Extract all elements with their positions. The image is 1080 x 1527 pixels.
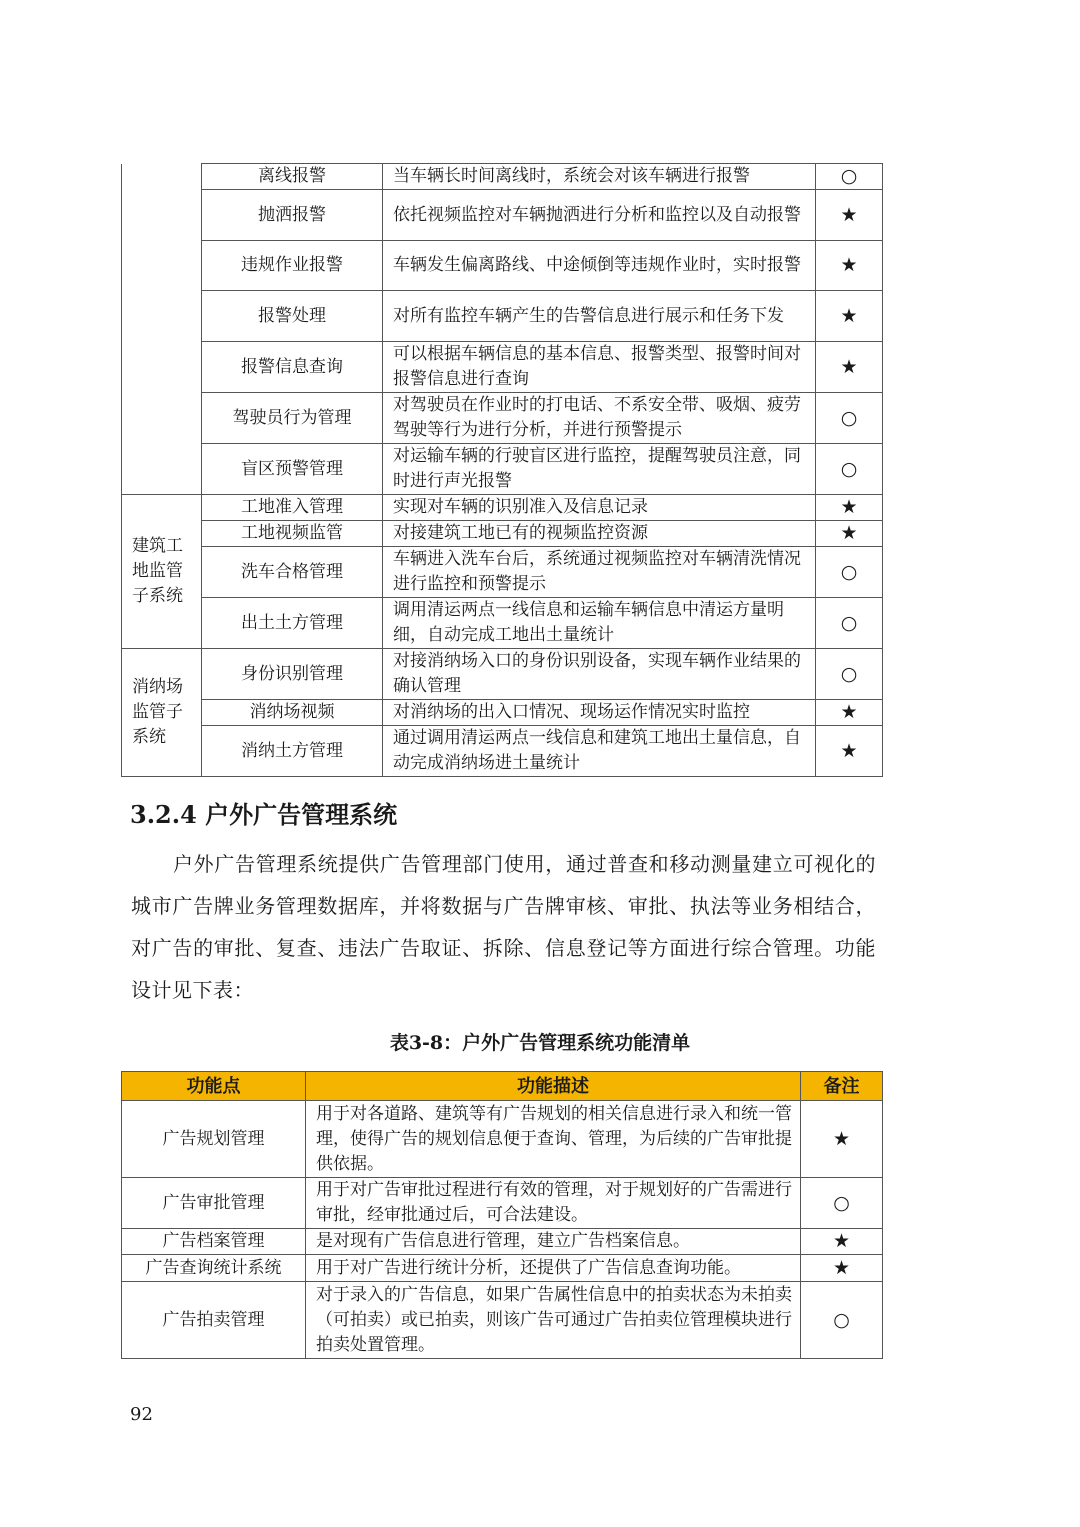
ad-function-table <box>121 1071 883 1359</box>
header-remark: 备注 <box>801 1072 883 1101</box>
table-row <box>122 1255 883 1282</box>
function-name: 身份识别管理 <box>202 649 383 700</box>
function-desc: 对于录入的广告信息，如果广告属性信息中的拍卖状态为未拍卖（可拍卖）或已拍卖，则该广告可通过广告拍卖位管理模块进行拍卖处置管理。 <box>306 1282 801 1359</box>
function-desc: 对消纳场的出入口情况、现场运作情况实时监控 <box>383 700 816 726</box>
function-desc: 对所有监控车辆产生的告警信息进行展示和任务下发 <box>383 291 816 342</box>
function-desc: 对接建筑工地已有的视频监控资源 <box>383 521 816 547</box>
remark-mark: ★ <box>816 726 883 777</box>
table-row <box>122 726 883 777</box>
table-caption: 表3-8：户外广告管理系统功能清单 <box>389 1032 691 1054</box>
function-name: 广告规划管理 <box>122 1101 306 1178</box>
remark-mark: ○ <box>816 649 883 700</box>
table-row <box>122 1282 883 1359</box>
table-row <box>122 700 883 726</box>
function-desc: 实现对车辆的识别准入及信息记录 <box>383 495 816 521</box>
function-name: 抛洒报警 <box>202 190 383 241</box>
function-desc: 依托视频监控对车辆抛洒进行分析和监控以及自动报警 <box>383 190 816 241</box>
remark-mark: ★ <box>801 1229 883 1255</box>
table-row <box>122 291 883 342</box>
function-name: 盲区预警管理 <box>202 444 383 495</box>
function-desc: 对接消纳场入口的身份识别设备，实现车辆作业结果的确认管理 <box>383 649 816 700</box>
function-name: 广告查询统计系统 <box>122 1255 306 1282</box>
group-label: 消纳场监管子系统 <box>122 649 202 777</box>
function-name: 消纳土方管理 <box>202 726 383 777</box>
subsystem-function-table <box>121 163 883 777</box>
remark-mark: ○ <box>816 547 883 598</box>
function-desc: 通过调用清运两点一线信息和建筑工地出土量信息，自动完成消纳场进土量统计 <box>383 726 816 777</box>
function-name: 报警处理 <box>202 291 383 342</box>
remark-mark: ★ <box>816 495 883 521</box>
function-name: 违规作业报警 <box>202 241 383 291</box>
header-function-point: 功能点 <box>122 1072 306 1101</box>
table-row <box>122 342 883 393</box>
remark-mark: ★ <box>816 700 883 726</box>
function-desc: 调用清运两点一线信息和运输车辆信息中清运方量明细，自动完成工地出土量统计 <box>383 598 816 649</box>
remark-mark: ○ <box>816 444 883 495</box>
table-row <box>122 241 883 291</box>
table-row <box>122 1101 883 1178</box>
function-name: 广告档案管理 <box>122 1229 306 1255</box>
remark-mark: ★ <box>816 342 883 393</box>
header-function-desc: 功能描述 <box>306 1072 801 1101</box>
function-name: 驾驶员行为管理 <box>202 393 383 444</box>
remark-mark: ★ <box>816 241 883 291</box>
function-desc: 对运输车辆的行驶盲区进行监控，提醒驾驶员注意，同时进行声光报警 <box>383 444 816 495</box>
function-desc: 对驾驶员在作业时的打电话、不系安全带、吸烟、疲劳驾驶等行为进行分析，并进行预警提示 <box>383 393 816 444</box>
function-name: 离线报警 <box>202 164 383 190</box>
function-name: 出土土方管理 <box>202 598 383 649</box>
remark-mark: ★ <box>801 1255 883 1282</box>
table-row <box>122 444 883 495</box>
table-row <box>122 649 883 700</box>
remark-mark: ★ <box>816 521 883 547</box>
section-heading: 3.2.4 户外广告管理系统 <box>130 800 398 829</box>
table-row <box>122 598 883 649</box>
table-row <box>122 1178 883 1229</box>
group-label: 建筑工地监管子系统 <box>122 495 202 649</box>
function-name: 广告拍卖管理 <box>122 1282 306 1359</box>
remark-mark: ★ <box>816 291 883 342</box>
function-desc: 车辆发生偏离路线、中途倾倒等违规作业时，实时报警 <box>383 241 816 291</box>
table-row <box>122 547 883 598</box>
function-desc: 可以根据车辆信息的基本信息、报警类型、报警时间对报警信息进行查询 <box>383 342 816 393</box>
function-desc: 当车辆长时间离线时，系统会对该车辆进行报警 <box>383 164 816 190</box>
remark-mark: ★ <box>816 190 883 241</box>
group-label <box>122 164 202 495</box>
function-name: 洗车合格管理 <box>202 547 383 598</box>
function-name: 报警信息查询 <box>202 342 383 393</box>
function-desc: 用于对广告审批过程进行有效的管理，对于规划好的广告需进行审批，经审批通过后，可合法建设。 <box>306 1178 801 1229</box>
section-paragraph: 户外广告管理系统提供广告管理部门使用，通过普查和移动测量建立可视化的城市广告牌业务管理数据库，并将数据与广告牌审核、审批、执法等业务相结合，对广告的审批、复查、违法广告取证、拆除、信息登记等方面进行综合管理。功能设计见下表： <box>131 852 876 1002</box>
remark-mark: ○ <box>801 1282 883 1359</box>
page-number: 92 <box>130 1404 153 1425</box>
remark-mark: ○ <box>816 164 883 190</box>
function-desc: 用于对广告进行统计分析，还提供了广告信息查询功能。 <box>306 1255 801 1282</box>
table-row <box>122 1229 883 1255</box>
table-row <box>122 190 883 241</box>
function-name: 广告审批管理 <box>122 1178 306 1229</box>
table-row <box>122 164 883 190</box>
function-desc: 车辆进入洗车台后，系统通过视频监控对车辆清洗情况进行监控和预警提示 <box>383 547 816 598</box>
function-desc: 用于对各道路、建筑等有广告规划的相关信息进行录入和统一管理，使得广告的规划信息便于查询、管理，为后续的广告审批提供依据。 <box>306 1101 801 1178</box>
remark-mark: ○ <box>801 1178 883 1229</box>
remark-mark: ★ <box>801 1101 883 1178</box>
remark-mark: ○ <box>816 598 883 649</box>
remark-mark: ○ <box>816 393 883 444</box>
table-row <box>122 393 883 444</box>
table-header-row <box>122 1072 883 1101</box>
function-name: 工地视频监管 <box>202 521 383 547</box>
function-desc: 是对现有广告信息进行管理，建立广告档案信息。 <box>306 1229 801 1255</box>
function-name: 消纳场视频 <box>202 700 383 726</box>
function-name: 工地准入管理 <box>202 495 383 521</box>
table-row <box>122 495 883 521</box>
table-row <box>122 521 883 547</box>
